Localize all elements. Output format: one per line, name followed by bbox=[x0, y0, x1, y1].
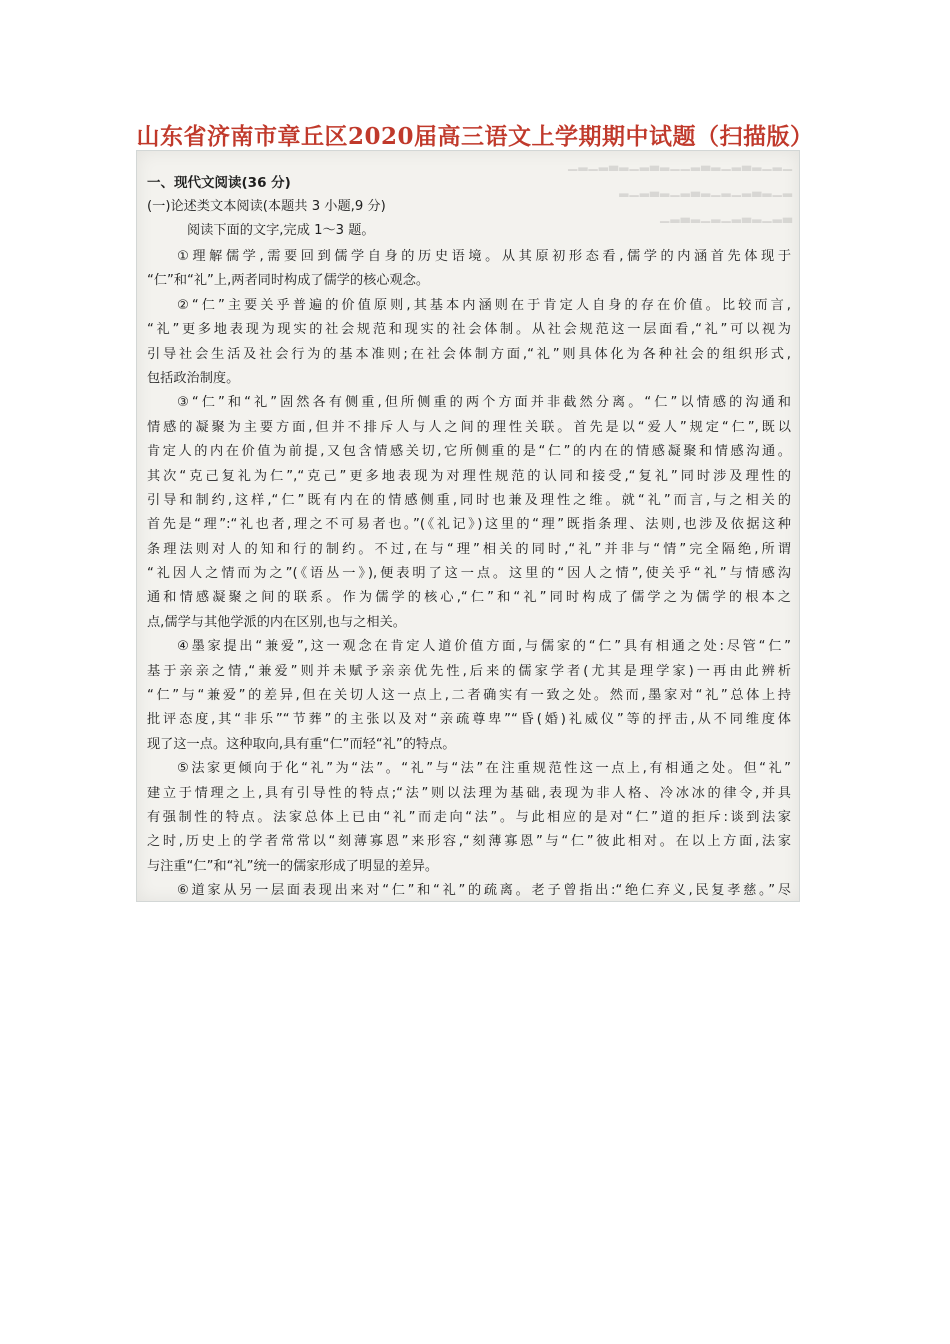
document-title: 山东省济南市章丘区2020届高三语文上学期期中试题（扫描版） bbox=[136, 123, 814, 150]
bleed-through-noise: ▁▂▁▂▃▂▁▂▃▂▁▁▂▃▂▁▂▃▂▁▂▁ bbox=[567, 157, 793, 171]
passage-line: ①理解儒学,需要回到儒学自身的历史语境。从其原初形态看,儒学的内涵首先体现于 bbox=[177, 249, 791, 264]
bleed-through-noise: ▂▁▂▃▂▁▂▃▂▁▂▁▂▃▂▁▂ bbox=[619, 183, 793, 197]
bleed-through-noise: ▁▂▃▂▁▂▁▂▃▂▁▂▃ bbox=[660, 209, 793, 223]
sub-section-heading: (一)论述类文本阅读(本题共 3 小题,9 分) bbox=[147, 199, 386, 214]
passage-line: 肯定人的内在价值为前提,又包含情感关切,它所侧重的是“仁”的内在的情感凝聚和情感沟通。 bbox=[147, 444, 791, 460]
passage-line: 现了这一点。这种取向,具有重“仁”而轻“礼”的特点。 bbox=[147, 736, 456, 752]
passage-line: ④墨家提出“兼爱”,这一观念在肯定人道价值方面,与儒家的“仁”具有相通之处:尽管“仁” bbox=[177, 639, 791, 655]
passage-line: 引导社会生活及社会行为的基本准则;在社会体制方面,“礼”则具体化为各种社会的组织形式, bbox=[147, 346, 791, 362]
passage-line: 其次“克己复礼为仁”,“克己”更多地表现为对理性规范的认同和接受,“复礼”同时涉及理性的 bbox=[147, 468, 791, 484]
passage-line: ③“仁”和“礼”固然各有侧重,但所侧重的两个方面并非截然分离。“仁”以情感的沟通和 bbox=[177, 395, 791, 411]
passage-line: 通和情感凝聚之间的联系。作为儒学的核心,“仁”和“礼”同时构成了儒学之为儒学的根本之 bbox=[147, 590, 791, 606]
passage-lines bbox=[147, 245, 791, 902]
reading-instruction: 阅读下面的文字,完成 1～3 题。 bbox=[187, 223, 375, 238]
passage-line: 与注重“仁”和“礼”统一的儒家形成了明显的差异。 bbox=[147, 858, 439, 874]
passage-line: 引导和制约,这样,“仁”既有内在的情感侧重,同时也兼及理性之维。就“礼”而言,与之相关的 bbox=[147, 492, 791, 508]
passage-line: ②“仁”主要关乎普遍的价值原则,其基本内涵则在于肯定人自身的存在价值。比较而言, bbox=[177, 297, 791, 313]
passage-line: “仁”和“礼”上,两者同时构成了儒学的核心观念。 bbox=[147, 273, 430, 289]
passage-line: 包括政治制度。 bbox=[147, 370, 240, 386]
passage-line: “仁”与“兼爱”的差异,但在关切人这一点上,二者确实有一致之处。然而,墨家对“礼”总体上持 bbox=[147, 688, 791, 704]
scanned-exam-page bbox=[136, 150, 800, 902]
passage-line: 建立于情理之上,具有引导性的特点;“法”则以法理为基础,表现为非人格、冷冰冰的律令,并具 bbox=[147, 785, 791, 801]
passage-line: 首先是“理”:“礼也者,理之不可易者也。”(《礼记》)这里的“理”既指条理、法则,也涉及依据这种 bbox=[147, 517, 791, 533]
passage-line: “礼因人之情而为之”(《语丛一》),便表明了这一点。这里的“因人之情”,使关乎“礼”与情感沟 bbox=[147, 566, 791, 582]
passage-line: 基于亲亲之情,“兼爱”则并未赋予亲亲优先性,后来的儒家学者(尤其是理学家)一再由此辨析 bbox=[147, 663, 791, 679]
section-heading: 一、现代文阅读(36 分) bbox=[147, 175, 291, 191]
passage-line: 有强制性的特点。法家总体上已由“礼”而走向“法”。与此相应的是对“仁”道的拒斥:谈到法家 bbox=[147, 809, 791, 825]
reading-passage bbox=[147, 171, 791, 902]
passage-line: 之时,历史上的学者常常以“刻薄寡恩”来形容,“刻薄寡恩”与“仁”彼此相对。在以上方面,法家 bbox=[147, 834, 791, 850]
passage-line: 点,儒学与其他学派的内在区别,也与之相关。 bbox=[147, 614, 406, 630]
passage-line: ⑤法家更倾向于化“礼”为“法”。“礼”与“法”在注重规范性这一点上,有相通之处。但“礼” bbox=[177, 761, 791, 777]
passage-line: “礼”更多地表现为现实的社会规范和现实的社会体制。从社会规范这一层面看,“礼”可以视为 bbox=[147, 322, 791, 338]
passage-line: ⑥道家从另一层面表现出来对“仁”和“礼”的疏离。老子曾指出:“绝仁弃义,民复孝慈。”尽 bbox=[177, 883, 791, 899]
passage-line: 批评态度,其“非乐”“节葬”的主张以及对“亲疏尊卑”“昏(婚)礼威仪”等的抨击,从不同维度体 bbox=[147, 712, 791, 728]
passage-line: 条理法则对人的知和行的制约。不过,在与“理”相关的同时,“礼”并非与“情”完全隔绝,所谓 bbox=[147, 541, 791, 557]
passage-line: 情感的凝聚为主要方面,但并不排斥人与人之间的理性关联。首先是以“爱人”规定“仁”,既以 bbox=[147, 419, 791, 435]
